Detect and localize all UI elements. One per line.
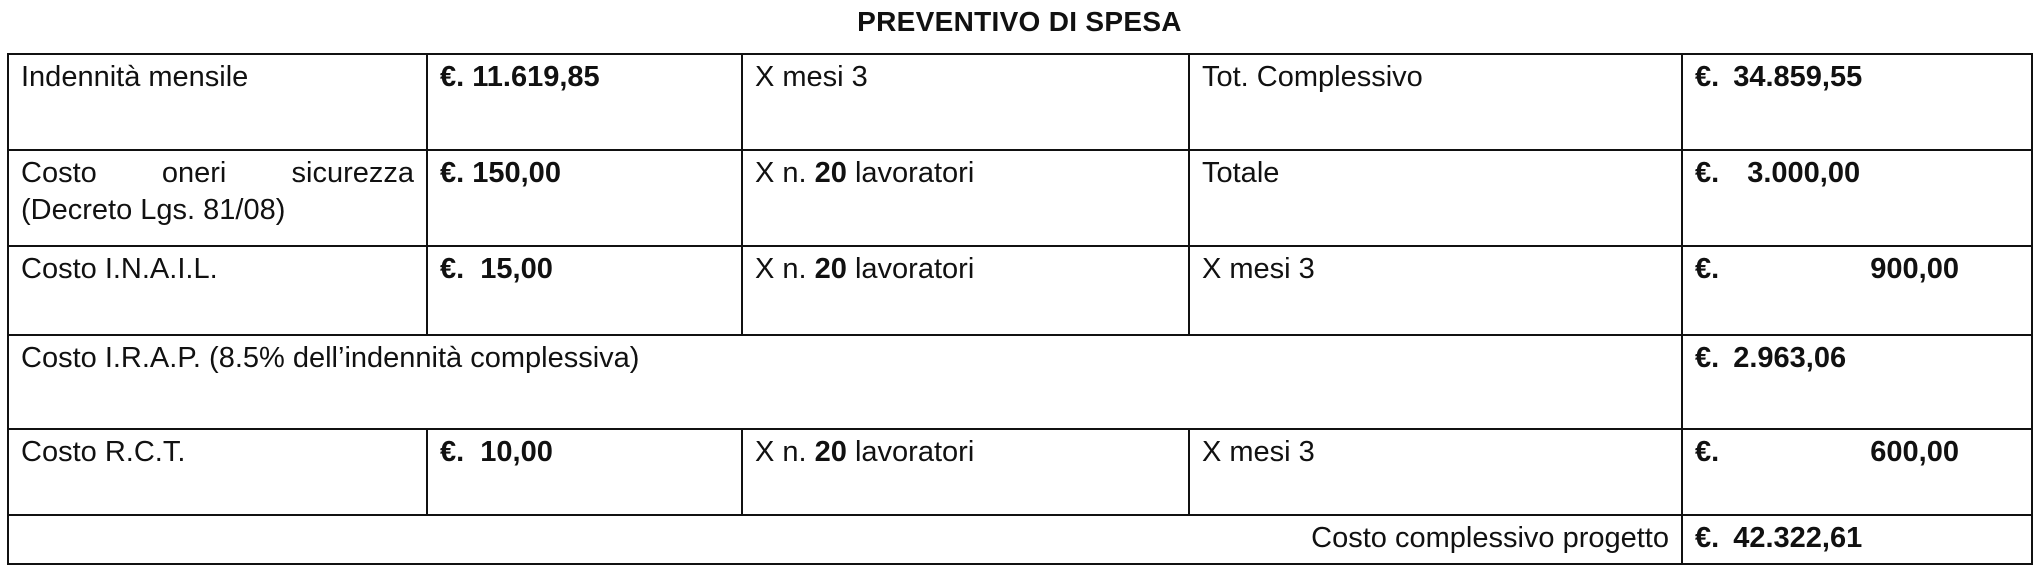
multiplier-prefix: X n. [755, 157, 807, 189]
table-row [8, 150, 2032, 246]
unit-cost: €. 10,00 [427, 429, 742, 515]
row-total [1682, 246, 2032, 335]
extra-label: X mesi 3 [1189, 246, 1682, 335]
row-label: Costo R.C.T. [8, 429, 427, 515]
grand-total-value: 42.322,61 [1733, 522, 1863, 554]
table-row [8, 335, 2032, 429]
total-value: 900,00 [1870, 253, 1959, 285]
grand-total [1682, 515, 2032, 564]
currency-symbol: €. [1695, 436, 1720, 468]
multiplier-count: 20 [814, 253, 847, 285]
grand-total-label: Costo complessivo progetto [8, 515, 1682, 564]
budget-table [7, 53, 2033, 565]
multiplier-count: 20 [814, 157, 847, 189]
currency-symbol: €. [1695, 61, 1720, 93]
unit-cost: €. 15,00 [427, 246, 742, 335]
extra-label: Totale [1189, 150, 1682, 246]
multiplier-suffix: lavoratori [854, 157, 975, 189]
multiplier [742, 246, 1189, 335]
multiplier-suffix: lavoratori [854, 253, 975, 285]
unit-cost: €. 150,00 [427, 150, 742, 246]
extra-label: X mesi 3 [1189, 429, 1682, 515]
multiplier-suffix: lavoratori [854, 436, 975, 468]
multiplier [742, 429, 1189, 515]
row-total [1682, 429, 2032, 515]
row-label: Costo I.R.A.P. (8.5% dell’indennità complessiva) [8, 335, 1682, 429]
currency-symbol: €. [1695, 253, 1720, 285]
multiplier-prefix: X n. [755, 253, 807, 285]
row-label: Costo oneri sicurezza (Decreto Lgs. 81/08) [8, 150, 427, 246]
multiplier-count: 20 [814, 436, 847, 468]
row-total [1682, 54, 2032, 150]
currency-symbol: €. [1695, 342, 1720, 374]
currency-symbol: €. [1695, 157, 1720, 189]
table-row [8, 246, 2032, 335]
row-total [1682, 150, 2032, 246]
row-label: Indennità mensile [8, 54, 427, 150]
total-value: 34.859,55 [1733, 61, 1863, 93]
row-total [1682, 335, 2032, 429]
document-title: PREVENTIVO DI SPESA [857, 6, 1182, 37]
multiplier: X mesi 3 [742, 54, 1189, 150]
table-row [8, 515, 2032, 564]
multiplier-prefix: X n. [755, 436, 807, 468]
table-row [8, 54, 2032, 150]
unit-cost: €. 11.619,85 [427, 54, 742, 150]
table-row [8, 429, 2032, 515]
row-label: Costo I.N.A.I.L. [8, 246, 427, 335]
currency-symbol: €. [1695, 522, 1720, 554]
total-value: 3.000,00 [1747, 157, 1861, 189]
total-value: 600,00 [1870, 436, 1959, 468]
multiplier [742, 150, 1189, 246]
total-value: 2.963,06 [1733, 342, 1847, 374]
extra-label: Tot. Complessivo [1189, 54, 1682, 150]
